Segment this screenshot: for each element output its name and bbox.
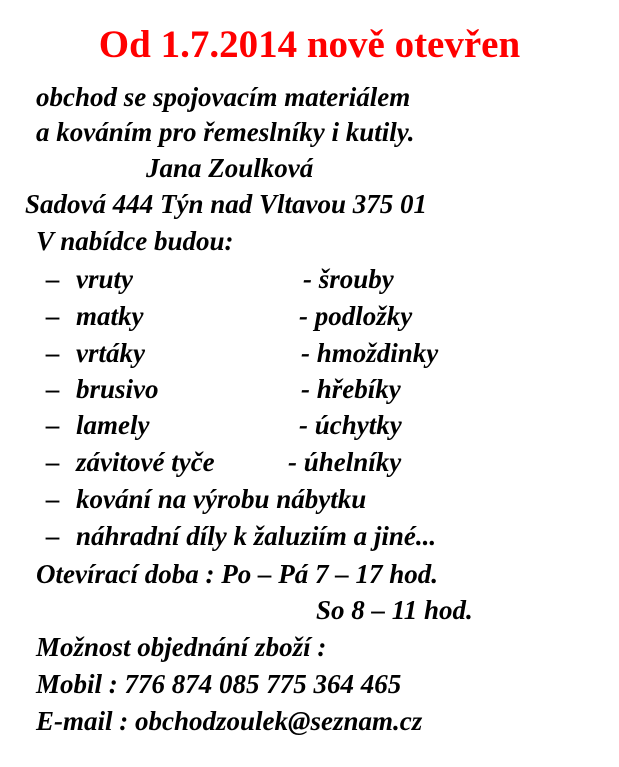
order-heading: Možnost objednání zboží :	[36, 632, 327, 662]
list-item: matky	[76, 301, 144, 331]
offer-heading: V nabídce budou:	[36, 226, 234, 256]
email-address: E-mail : obchodzoulek@seznam.cz	[36, 706, 423, 736]
list-bullet: –	[46, 264, 60, 294]
intro-line-2: a kováním pro řemeslníky i kutily.	[36, 117, 415, 147]
list-bullet: –	[46, 484, 60, 514]
list-item: vrtáky	[76, 338, 145, 368]
shop-address: Sadová 444 Týn nad Vltavou 375 01	[25, 189, 428, 219]
mobile-numbers: Mobil : 776 874 085 775 364 465	[36, 669, 402, 699]
opening-hours-saturday: So 8 – 11 hod.	[316, 595, 473, 625]
list-item: vruty	[76, 264, 133, 294]
owner-name: Jana Zoulková	[146, 153, 314, 183]
list-item: - podložky	[299, 301, 413, 331]
list-item: - úhelníky	[288, 447, 402, 477]
intro-line-1: obchod se spojovacím materiálem	[36, 82, 411, 112]
list-item: závitové tyče	[76, 447, 215, 477]
opening-hours-weekday: Otevírací doba : Po – Pá 7 – 17 hod.	[36, 559, 438, 589]
list-item: náhradní díly k žaluziím a jiné...	[76, 521, 437, 551]
list-item: brusivo	[76, 374, 159, 404]
list-item: - šrouby	[303, 264, 394, 294]
list-item: - hřebíky	[301, 374, 401, 404]
list-item: kování na výrobu nábytku	[76, 484, 367, 514]
list-bullet: –	[46, 521, 60, 551]
list-bullet: –	[46, 410, 60, 440]
list-item: lamely	[76, 410, 150, 440]
list-item: - úchytky	[299, 410, 402, 440]
list-bullet: –	[46, 338, 60, 368]
list-item: - hmoždinky	[301, 338, 439, 368]
list-bullet: –	[46, 447, 60, 477]
list-bullet: –	[46, 374, 60, 404]
leaflet-title: Od 1.7.2014 nově otevřen	[98, 23, 521, 66]
list-bullet: –	[46, 301, 60, 331]
